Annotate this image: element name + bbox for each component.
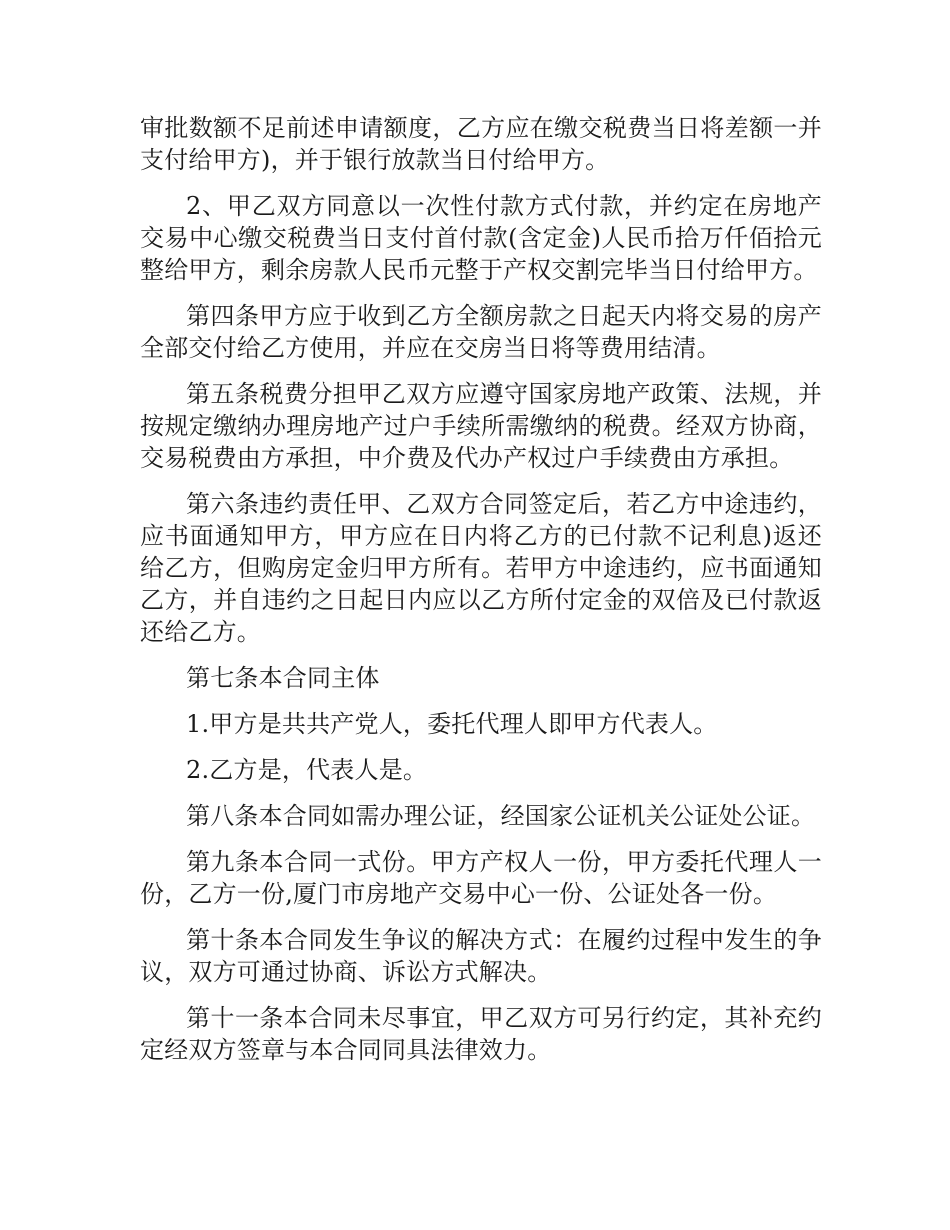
paragraph-payment-method: 2、甲乙双方同意以一次性付款方式付款，并约定在房地产交易中心缴交税费当日支付首付款(含定金)人民币拾万仟佰拾元整给甲方，剩余房款人民币元整于产权交割完毕当日付给甲方。 [140, 192, 822, 284]
paragraph-party-b: 2.乙方是，代表人是。 [186, 756, 428, 784]
paragraph-article-7: 第七条本合同主体 [186, 664, 380, 692]
paragraph-party-a: 1.甲方是共共产党人，委托代理人即甲方代表人。 [186, 710, 718, 738]
paragraph-article-6: 第六条违约责任甲、乙双方合同签定后，若乙方中途违约，应书面通知甲方，甲方应在日内将乙方的已付款不记利息)返还给乙方，但购房定金归甲方所有。若甲方中途违约，应书面通知乙方，并自违约之日起日内应以乙方所付定金的双倍及已付款返还给乙方。 [140, 490, 822, 646]
paragraph-article-4: 第四条甲方应于收到乙方全额房款之日起天内将交易的房产全部交付给乙方使用，并应在交房当日将等费用结清。 [140, 302, 822, 362]
paragraph-article-11: 第十一条本合同未尽事宜，甲乙双方可另行约定，其补充约定经双方签章与本合同同具法律效力。 [140, 1004, 822, 1064]
paragraph-article-9: 第九条本合同一式份。甲方产权人一份，甲方委托代理人一份，乙方一份,厦门市房地产交易中心一份、公证处各一份。 [140, 848, 822, 908]
document-body [140, 112, 822, 1080]
paragraph-article-8: 第八条本合同如需办理公证，经国家公证机关公证处公证。 [186, 802, 816, 830]
paragraph-article-10: 第十条本合同发生争议的解决方式：在履约过程中发生的争议，双方可通过协商、诉讼方式解决。 [140, 926, 822, 986]
paragraph-continuation: 审批数额不足前述申请额度，乙方应在缴交税费当日将差额一并支付给甲方)，并于银行放款当日付给甲方。 [140, 114, 822, 174]
paragraph-article-5: 第五条税费分担甲乙双方应遵守国家房地产政策、法规，并按规定缴纳办理房地产过户手续所需缴纳的税费。经双方协商，交易税费由方承担，中介费及代办产权过户手续费由方承担。 [140, 380, 822, 472]
